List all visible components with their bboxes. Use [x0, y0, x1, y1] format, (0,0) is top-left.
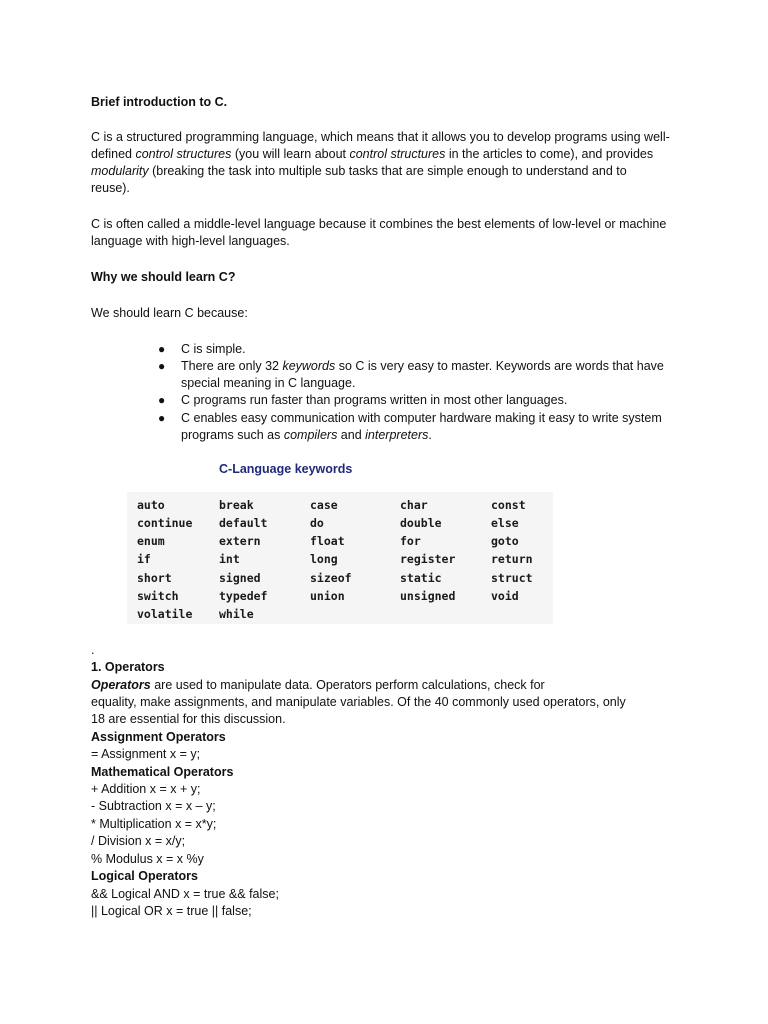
logical-heading: Logical Operators: [91, 869, 198, 883]
bullet-keywords: There are only 32 keywords so C is very easy to master. Keywords are words that have: [181, 359, 664, 373]
keyword-cell: unsigned: [400, 589, 456, 603]
why-heading: Why we should learn C?: [91, 270, 236, 284]
keyword-cell: break: [219, 498, 254, 512]
intro-line-3: modularity (breaking the task into multiple sub tasks that are simple enough to understand and to: [91, 164, 627, 178]
subtraction-op: - Subtraction x = x – y;: [91, 799, 216, 813]
keyword-cell: short: [137, 571, 172, 585]
keyword-cell: auto: [137, 498, 165, 512]
keyword-cell: if: [137, 552, 151, 566]
keywords-table: [127, 492, 553, 624]
modulus-op: % Modulus x = x %y: [91, 852, 204, 866]
middle-level-line-1: C is often called a middle-level language because it combines the best elements of low-level or machine: [91, 217, 667, 231]
keyword-cell: volatile: [137, 607, 193, 621]
division-op: / Division x = x/y;: [91, 834, 186, 848]
multiplication-op: * Multiplication x = x*y;: [91, 817, 217, 831]
keyword-cell: const: [491, 498, 526, 512]
keyword-cell: double: [400, 516, 442, 530]
keyword-cell: extern: [219, 534, 261, 548]
keyword-cell: sizeof: [310, 571, 352, 585]
keyword-cell: union: [310, 589, 345, 603]
keyword-cell: while: [219, 607, 254, 621]
keyword-cell: case: [310, 498, 338, 512]
keyword-cell: long: [310, 552, 338, 566]
keyword-cell: else: [491, 516, 519, 530]
keyword-cell: do: [310, 516, 324, 530]
addition-op: + Addition x = x + y;: [91, 782, 201, 796]
bullet-hardware: C enables easy communication with computer hardware making it easy to write system: [181, 411, 662, 425]
keyword-cell: signed: [219, 571, 261, 585]
bullet-icon: ●: [158, 393, 166, 407]
intro-line-2: defined control structures (you will learn about control structures in the articles to come), and provides: [91, 147, 654, 161]
keyword-cell: register: [400, 552, 456, 566]
keyword-cell: void: [491, 589, 519, 603]
logical-or-op: || Logical OR x = true || false;: [91, 904, 252, 918]
keywords-title: C-Language keywords: [219, 462, 353, 476]
keyword-cell: struct: [491, 571, 533, 585]
keyword-cell: goto: [491, 534, 519, 548]
keyword-cell: float: [310, 534, 345, 548]
bullet-hardware-cont: programs such as compilers and interpreters.: [181, 428, 432, 442]
keyword-cell: enum: [137, 534, 165, 548]
separator-dot: .: [91, 643, 95, 657]
operators-line-2: equality, make assignments, and manipulate variables. Of the 40 commonly used operators, only: [91, 695, 626, 709]
keyword-cell: continue: [137, 516, 193, 530]
operators-line-1: Operators are used to manipulate data. Operators perform calculations, check for: [91, 678, 545, 692]
keyword-cell: char: [400, 498, 428, 512]
bullet-faster: C programs run faster than programs written in most other languages.: [181, 393, 568, 407]
logical-and-op: && Logical AND x = true && false;: [91, 887, 279, 901]
keyword-cell: return: [491, 552, 533, 566]
assignment-op: = Assignment x = y;: [91, 747, 201, 761]
bullet-keywords-cont: special meaning in C language.: [181, 376, 356, 390]
bullet-simple: C is simple.: [181, 342, 246, 356]
math-heading: Mathematical Operators: [91, 765, 234, 779]
operators-line-3: 18 are essential for this discussion.: [91, 712, 286, 726]
keyword-cell: switch: [137, 589, 179, 603]
bullet-icon: ●: [158, 342, 166, 356]
intro-line-4: reuse).: [91, 181, 130, 195]
keyword-cell: default: [219, 516, 268, 530]
bullet-icon: ●: [158, 359, 166, 373]
doc-heading: Brief introduction to C.: [91, 95, 228, 109]
because-line: We should learn C because:: [91, 306, 248, 320]
keyword-cell: int: [219, 552, 240, 566]
keyword-cell: for: [400, 534, 421, 548]
operators-heading: 1. Operators: [91, 660, 165, 674]
assignment-heading: Assignment Operators: [91, 730, 226, 744]
keyword-cell: typedef: [219, 589, 268, 603]
bullet-icon: ●: [158, 411, 166, 425]
keyword-cell: static: [400, 571, 442, 585]
intro-line-1: C is a structured programming language, which means that it allows you to develop programs using well-: [91, 130, 670, 144]
middle-level-line-2: language with high-level languages.: [91, 234, 290, 248]
